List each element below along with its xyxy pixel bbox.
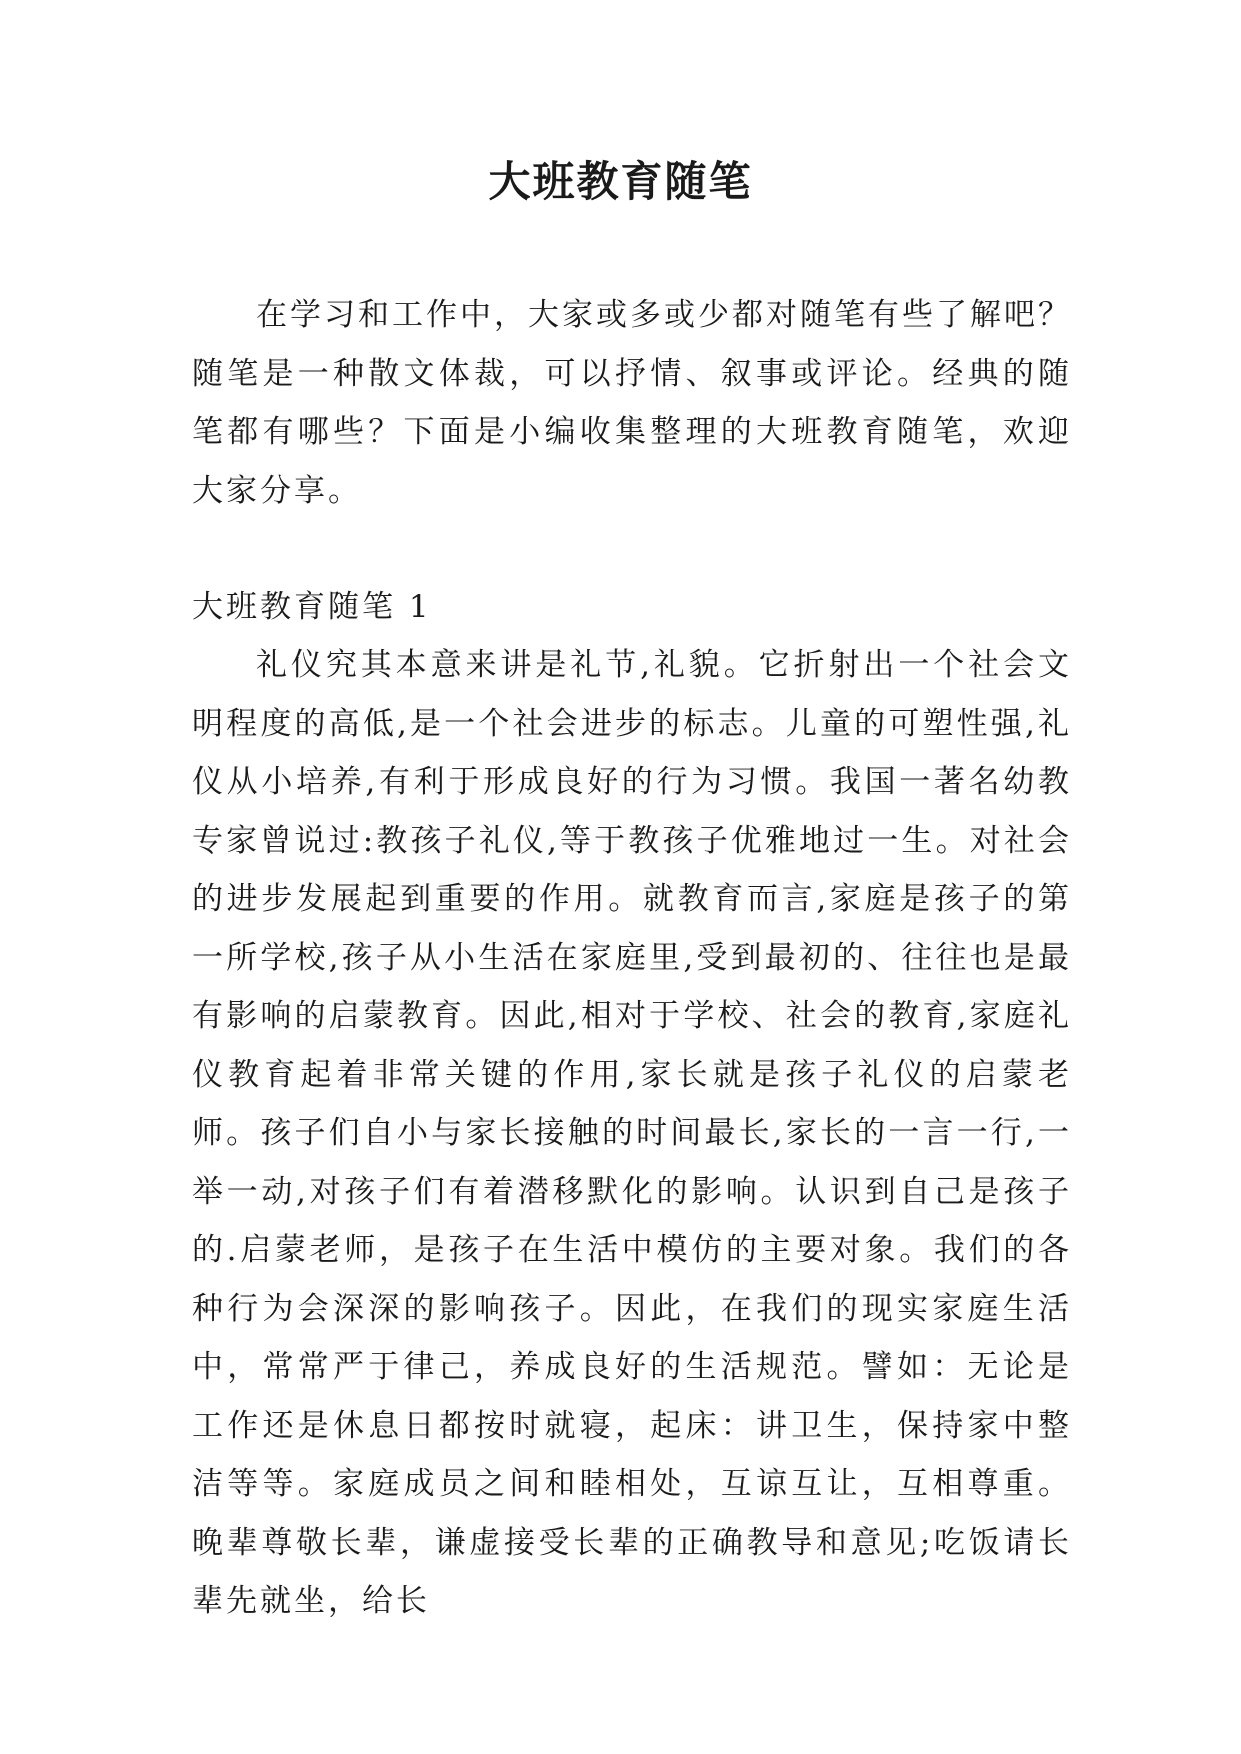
body-paragraph: 礼仪究其本意来讲是礼节,礼貌。它折射出一个社会文明程度的高低,是一个社会进步的标志。儿童的可塑性强,礼仪从小培养,有利于形成良好的行为习惯。我国一著名幼教专家曾说过:教孩子礼仪,等于教孩子优雅地过一生。对社会的进步发展起到重要的作用。就教育而言,家庭是孩子的第一所学校,孩子从小生活在家庭里,受到最初的、往往也是最有影响的启蒙教育。因此,相对于学校、社会的教育,家庭礼仪教育起着非常关键的作用,家长就是孩子礼仪的启蒙老师。孩子们自小与家长接触的时间最长,家长的一言一行,一举一动,对孩子们有着潜移默化的影响。认识到自己是孩子的.启蒙老师，是孩子在生活中模仿的主要对象。我们的各种行为会深深的影响孩子。因此，在我们的现实家庭生活中，常常严于律己，养成良好的生活规范。譬如：无论是工作还是休息日都按时就寝，起床：讲卫生，保持家中整洁等等。家庭成员之间和睦相处，互谅互让，互相尊重。晚辈尊敬长辈，谦虚接受长辈的正确教导和意见;吃饭请长辈先就坐，给长 <box>192 647 1072 1619</box>
section-heading: 大班教育随笔 1 <box>192 589 432 625</box>
document-title: 大班教育随笔 <box>488 157 753 206</box>
intro-paragraph: 在学习和工作中，大家或多或少都对随笔有些了解吧？随笔是一种散文体裁，可以抒情、叙事或评论。经典的随笔都有哪些？下面是小编收集整理的大班教育随笔，欢迎大家分享。 <box>192 297 1072 509</box>
